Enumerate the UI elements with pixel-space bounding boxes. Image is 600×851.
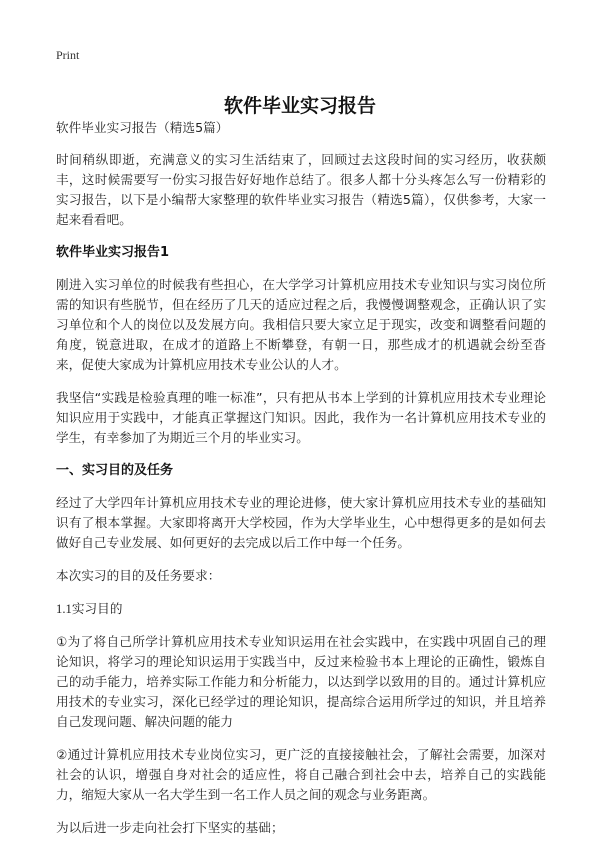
section-1-paragraph-1: 经过了大学四年计算机应用技术专业的理论进修，使大家计算机应用技术专业的基础知识有了根本掌握。大家即将离开大学校园，作为大学毕业生，心中想得更多的是如何去做好自己专业发展、如何更好的去完成以后工作中每一个任务。 <box>56 495 546 550</box>
report-1-paragraph-2: 我坚信“实践是检验真理的唯一标准”，只有把从书本上学到的计算机应用技术专业理论知识应用于实践中，才能真正掌握这门知识。因此，我作为一名计算机应用技术专业的学生，有幸参加了为期近三个月的毕业实习。 <box>56 390 546 445</box>
subsection-label: 1.1实习目的 <box>56 602 123 616</box>
document-title: 软件毕业实习报告 <box>223 94 376 117</box>
purpose-item-1: ①为了将自己所学计算机应用技术专业知识运用在社会实践中，在实践中巩固自己的理论知识，将学习的理论知识运用于实践当中，反过来检验书本上理论的正确性，锻炼自己的动手能力，培养实际工作能力和分析能力，以达到学以致用的目的。通过计算机应用技术的专业实习，深化已经学过的理论知识，提高综合运用所学过的知识，并且培养自己发现问题、解决问题的能力 <box>56 634 546 729</box>
section-1-paragraph-2: 本次实习的目的及任务要求： <box>56 568 221 583</box>
closing-line: 为以后进一步走向社会打下坚实的基础； <box>56 820 284 835</box>
purpose-item-2: ②通过计算机应用技术专业岗位实习，更广泛的直接接触社会，了解社会需要，加深对社会的认识，增强自身对社会的适应性，将自己融合到社会中去，培养自己的实践能力，缩短大家从一名大学生到一名工作人员之间的观念与业务距离。 <box>56 747 546 802</box>
print-label: Print <box>56 48 80 62</box>
report-1-paragraph-1: 刚进入实习单位的时候我有些担心，在大学学习计算机应用技术专业知识与实习岗位所需的知识有些脱节，但在经历了几天的适应过程之后，我慢慢调整观念，正确认识了实习单位和个人的岗位以及发展方向。我相信只要大家立足于现实，改变和调整看问题的角度，锐意进取，在成才的道路上不断攀登，有朝一日，那些成才的机遇就会纷至沓来，促使大家成为计算机应用技术专业公认的人才。 <box>56 277 546 372</box>
document-subtitle: 软件毕业实习报告（精选5篇） <box>56 120 229 135</box>
section-1-heading: 一、实习目的及任务 <box>56 463 174 478</box>
report-1-heading: 软件毕业实习报告1 <box>56 245 170 260</box>
intro-paragraph: 时间稍纵即逝，充满意义的实习生活结束了，回顾过去这段时间的实习经历，收获颇丰，这时候需要写一份实习报告好好地作总结了。很多人都十分头疼怎么写一份精彩的实习报告，以下是小编帮大家整理的软件毕业实习报告（精选5篇），仅供参考，大家一起来看看吧。 <box>56 152 546 227</box>
document-body <box>56 118 546 851</box>
